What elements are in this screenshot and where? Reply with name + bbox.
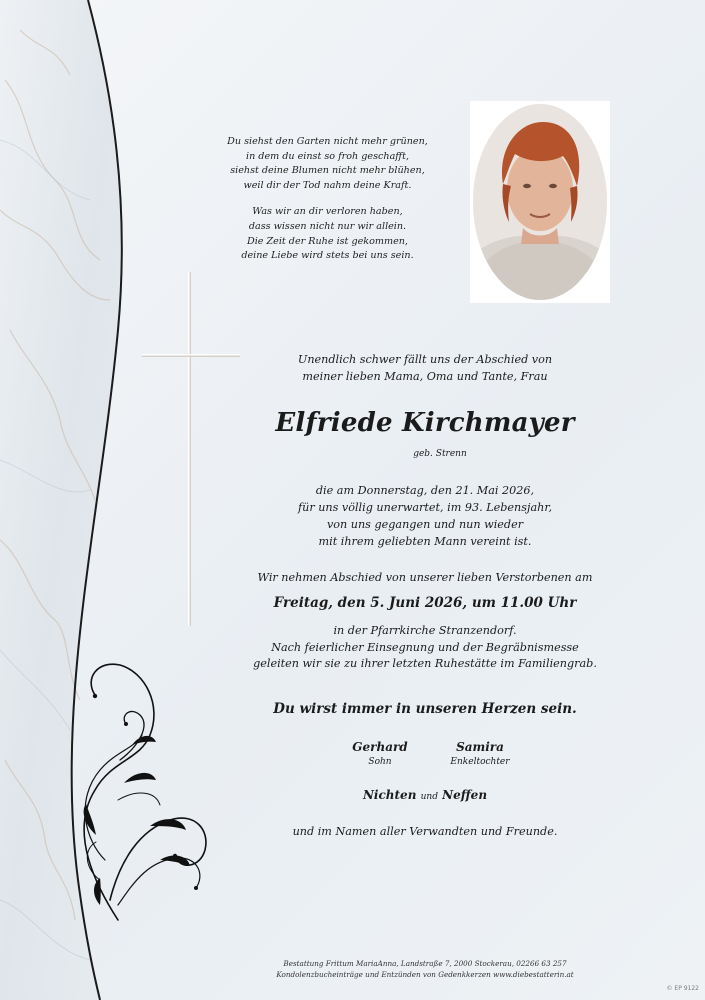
death-details bbox=[240, 482, 610, 550]
mourner-samira bbox=[440, 740, 520, 767]
intro-line: Unendlich schwer fällt uns der Abschied von bbox=[297, 353, 553, 366]
document-code: © EP 9122 bbox=[666, 985, 699, 992]
mourner-name: Gerhard bbox=[352, 740, 408, 754]
poem-stanza-1 bbox=[225, 135, 430, 193]
footer-line: Bestattung Frittum MariaAnna, Landstraße 7, 2000 Stockerau, 02266 63 257 bbox=[283, 959, 567, 968]
details-line: für uns völlig unerwartet, im 93. Lebensjahr, bbox=[297, 501, 553, 514]
relatives-line bbox=[240, 788, 610, 802]
memorial-motto: Du wirst immer in unseren Herzen sein. bbox=[273, 701, 577, 717]
poem-line: deine Liebe wird stets bei uns sein. bbox=[241, 250, 414, 262]
mourner-gerhard bbox=[340, 740, 420, 767]
funeral-home-footer bbox=[240, 958, 610, 980]
funeral-date: Freitag, den 5. Juni 2026, um 11.00 Uhr bbox=[273, 595, 577, 611]
service-line: geleiten wir sie zu ihrer letzten Ruhestätte im Familiengrab. bbox=[253, 657, 597, 670]
poem-line: Die Zeit der Ruhe ist gekommen, bbox=[247, 235, 408, 247]
poem-line: in dem du einst so froh geschafft, bbox=[246, 150, 409, 162]
footer-line: Kondolenzbucheinträge und Entzünden von Gedenkkerzen www.diebestatterin.at bbox=[276, 970, 574, 979]
service-line: Nach feierlicher Einsegnung und der Begräbnismesse bbox=[271, 640, 579, 654]
poem-line: Du siehst den Garten nicht mehr grünen, bbox=[227, 136, 428, 147]
intro-line: meiner lieben Mama, Oma und Tante, Frau bbox=[302, 370, 548, 383]
poem-line: weil dir der Tod nahm deine Kraft. bbox=[243, 179, 412, 191]
poem-line: dass wissen nicht nur wir allein. bbox=[248, 220, 407, 232]
relatives-first: Nichten bbox=[362, 788, 417, 802]
relatives-second: Neffen bbox=[442, 788, 488, 802]
details-line: die am Donnerstag, den 21. Mai 2026, bbox=[315, 484, 535, 497]
deceased-name: Elfriede Kirchmayer bbox=[275, 408, 575, 438]
details-line: mit ihrem geliebten Mann vereint ist. bbox=[318, 535, 532, 548]
details-line: von uns gegangen und nun wieder bbox=[326, 518, 524, 531]
relatives-und: und bbox=[420, 792, 438, 802]
portrait-photo-frame bbox=[470, 101, 610, 303]
mourner-role: Enkeltochter bbox=[450, 757, 510, 767]
portrait-photo-icon bbox=[473, 104, 607, 300]
service-details bbox=[240, 623, 610, 673]
service-line: in der Pfarrkirche Stranzendorf. bbox=[333, 624, 517, 637]
poem-line: Was wir an dir verloren haben, bbox=[252, 206, 403, 218]
mourner-name: Samira bbox=[456, 740, 504, 754]
memorial-poem bbox=[225, 135, 430, 276]
portrait-photo bbox=[473, 104, 607, 300]
poem-line: siehst deine Blumen nicht mehr blühen, bbox=[230, 165, 425, 177]
intro-text bbox=[240, 351, 610, 385]
maiden-name: geb. Strenn bbox=[413, 449, 467, 459]
poem-stanza-2 bbox=[225, 205, 430, 263]
mourner-role: Sohn bbox=[368, 757, 392, 767]
closing-text: und im Namen aller Verwandten und Freunde. bbox=[292, 825, 558, 838]
farewell-text: Wir nehmen Abschied von unserer lieben Verstorbenen am bbox=[257, 571, 593, 584]
